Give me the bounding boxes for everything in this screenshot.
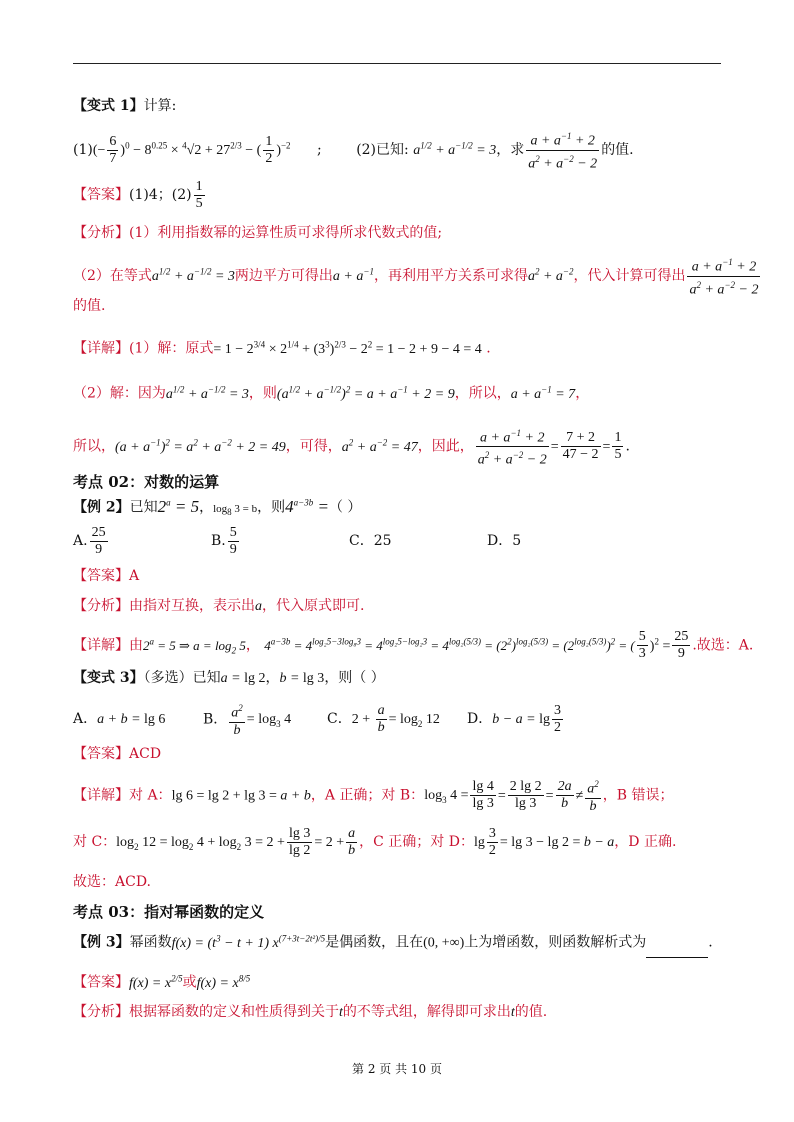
q2-end: 的值. [601, 142, 634, 159]
variant-1-analysis-3 [73, 296, 734, 316]
option-c: C．25 [349, 533, 392, 549]
option-c-label: C． [327, 711, 352, 728]
q2-target: $\frac{a + a^{-1} + 2}{a^2 + a^{-2} - 2}$ [526, 128, 599, 172]
answer-text: (1)4；(2) [129, 187, 192, 203]
analysis-a: 根据幂函数的定义和性质得到关于 [129, 1004, 339, 1020]
variant-1-analysis-1 [73, 223, 734, 243]
variant-3-detail-2: 对 C：$\log_2 12 = \log_2 4 + \log_2 3 = 2$ + $\frac{\lg 3}{\lg 2}$ = 2 + $\frac{a}{b}$ ，C 正确；对 D：lg $\frac{3}{2}$ = lg 3 − lg 2 = b − a，D 正确. [73, 825, 677, 858]
detail-2a: 对 C： [73, 834, 117, 850]
option-d: D．5 [487, 533, 522, 549]
variant-3-answer [73, 744, 734, 764]
example-3-analysis: 【分析】根据幂函数的定义和性质得到关于t的不等式组，解得即可求出t的值. [73, 1004, 548, 1020]
analysis-end: ，代入原式即可. [262, 598, 365, 614]
analysis-3: 的值. [73, 298, 106, 314]
example-tag: 【例 3】 [73, 934, 130, 951]
detail-3b: ，可得， [285, 438, 342, 455]
q1-label: (1) [73, 142, 93, 159]
detail-2b: ，则 [248, 385, 277, 402]
variant-3-options [73, 700, 734, 742]
example-3: 【例 3】幂函数$f(x) = (t^3 - t + 1)$ $x^{(7+3t-2t^2)/5}$是偶函数，且在(0, +∞)上为增函数，则函数解析式为 . [73, 924, 734, 958]
analysis-text: (1）利用指数幂的运算性质可求得所求代数式的值; [129, 225, 443, 241]
option-a: A. $\frac{25}{9}$ [73, 524, 106, 557]
answer-value: ACD [129, 746, 162, 762]
analysis-2d: ，代入计算可得出 [573, 268, 686, 285]
analysis-tag: 【分析】 [73, 598, 129, 614]
detail-2b: ，C 正确；对 D： [359, 834, 474, 850]
example-2-analysis: 【分析】由指对互换，表示出a，代入原式即可. [73, 598, 365, 614]
variant-1-detail-1: 【详解】(1）解：原式= $1 - 2^{3/4} \times 2^{1/4} + (3^3)^{2/3} - 2^2 = 1 - 2 + 9 - 4 = 4$ . [73, 339, 491, 357]
variant-1-answer: 【答案】(1)4；(2) $\frac{1}{5}$ [73, 178, 203, 211]
variant-1-detail-2: （2）解：因为$a^{1/2} + a^{-1/2} = 3$，则$(a^{1/2} + a^{-1/2})^2 = a + a^{-1} + 2 = 9$，所以，$a + a^{-1} = 7$， [73, 384, 590, 402]
detail-a: 由 [129, 637, 143, 654]
detail-1a: (1）解：原式 [129, 340, 214, 357]
option-d-label: D． [467, 711, 493, 728]
example-2-answer [73, 566, 734, 586]
variant-1-title [73, 96, 734, 116]
q2-mid: ，求 [496, 142, 525, 159]
analysis-tag: 【分析】 [73, 1004, 129, 1020]
option-a: A．a + b = lg 6 [73, 711, 166, 728]
example-3-answer: 【答案】$f(x) = x^{2/5}$或$f(x) = x^{8/5}$ [73, 973, 251, 991]
variant-tag: 【变式 1】 [73, 98, 144, 114]
variant-text: 计算: [143, 98, 177, 114]
answer-tag: 【答案】 [73, 746, 129, 762]
variant-then: ，则（ ） [324, 670, 385, 686]
example-then: ，则 [257, 499, 286, 516]
option-a-label: A. [73, 533, 88, 549]
variant-tag: 【变式 3】 [73, 670, 144, 686]
example-c: 上为增函数，则函数解析式为 [464, 934, 647, 951]
analysis-2b: 两边平方可得出 [234, 268, 333, 285]
variant-1-detail-3: 所以，$(a + a^{-1})^2 = a^2 + a^{-2} + 2 = 49$，可得，$a^2 + a^{-2} = 47$，因此， $\frac{a + a^{-1} + 2}{a^2 + a^{-2} - 2}$ = $\frac{7 + 2}{47 - 2}$ = $\frac{1}{5}$ . [73, 424, 734, 469]
answer-value: A [129, 568, 140, 584]
header-rule [73, 63, 721, 64]
option-b: B． $\frac{a^2}{b}$ = $\log_3 4$ [203, 700, 327, 742]
detail-2c: ，D 正确. [614, 834, 677, 850]
detail-tag: 【详解】 [73, 787, 129, 804]
detail-end: .故选：A. [692, 637, 754, 654]
option-b-label: B． [203, 711, 228, 728]
example-a: 幂函数 [129, 934, 172, 951]
q2-label: (2)已知: [356, 142, 409, 159]
detail-1b: ，A 正确；对 B： [310, 787, 425, 804]
option-d: D．b − a = lg $\frac{3}{2}$ [467, 702, 562, 735]
detail-2c: ，所以， [454, 385, 511, 402]
example-text: 已知 [129, 499, 158, 516]
variant-3-title: 【变式 3】（多选）已知a = lg 2，b = lg 3，则（ ） [73, 670, 385, 686]
answer-tag: 【答案】 [73, 568, 129, 584]
analysis-c: 的值. [514, 1004, 548, 1020]
option-c: C．2 + $\frac{a}{b}$ = $\log_2 12$ [327, 702, 440, 735]
answer-or: 或 [182, 974, 197, 991]
option-b-label: B. [211, 533, 226, 549]
page-footer: 第 2 页 共 10 页 [352, 1062, 442, 1076]
option-b: B. $\frac{5}{9}$ [211, 524, 237, 557]
analysis-text: 由指对互换，表示出 [129, 598, 255, 614]
detail-tag: 【详解】 [73, 637, 129, 654]
analysis-2a: （2）在等式 [73, 268, 152, 285]
section-heading-03: 考点 03：指对幂函数的定义 [73, 903, 265, 921]
detail-1c: ，B 错误； [602, 787, 674, 804]
answer-tag: 【答案】 [73, 974, 129, 991]
example-end: . [708, 934, 713, 951]
example-paren: （ ） [328, 499, 362, 516]
answer-tag: 【答案】 [73, 187, 129, 203]
q1-expression: (− $\frac{6}{7}$ )$^0 - 8^{0.25} \times ^4√2 + 27^{2/3}$ − ( $\frac{1}{2}$ )$^{-2}$ [92, 134, 291, 167]
section-heading-02: 考点 02：对数的运算 [73, 473, 220, 491]
detail-1a: 对 A： [129, 787, 172, 804]
detail-3a: 所以， [73, 438, 115, 455]
detail-3c: ，因此， [417, 438, 474, 455]
example-2: 【例 2】已知$2^a = 5$，$\log_8 3 = b$，则$4^{a-3b}$ =（ ） [73, 496, 362, 517]
variant-1-analysis-2: （2）在等式$a^{1/2} + a^{-1/2} = 3$两边平方可得出$a + a^{-1}$，再利用平方关系可求得$a^2 + a^{-2}$，代入计算可得出 $\frac{a + a^{-1} + 2}{a^2 + a^{-2} - 2}$ [73, 254, 734, 298]
detail-tag: 【详解】 [73, 340, 129, 357]
analysis-2c: ，再利用平方关系可求得 [373, 268, 528, 285]
example-tag: 【例 2】 [73, 499, 130, 516]
analysis-tag: 【分析】 [73, 225, 129, 241]
example-b: 是偶函数，且在 [325, 934, 424, 951]
analysis-b: 的不等式组，解得即可求出 [342, 1004, 511, 1020]
answer-blank [646, 943, 708, 958]
variant-3-conclusion: 故选：ACD. [73, 874, 151, 890]
option-a-label: A． [73, 711, 98, 728]
variant-3-detail-1: 【详解】对 A：lg 6 = lg 2 + lg 3 = a + b，A 正确；对 B：$\log_3 4$ = $\frac{\lg 4}{\lg 3}$ = $\frac{2 \lg 2}{\lg 3}$ = $\frac{2a}{b}$ ≠ $\frac{a^2}{b}$ ，B 错误； [73, 776, 734, 818]
detail-2a: （2）解：因为 [73, 385, 166, 402]
example-2-detail: 【详解】由$2^a = 5$ ⇒ $a = \log_2 5$， $4^{a-3b} = 4^{log_25-3log_83} = 4^{log_25-log_23} = 4^{log_2(5/3)} = (2^2)^{log_2(5/3)} = (2^{log_2(5/3)})^2$ = ( $\frac{5}{3}$ )$^2$ = $\frac{25}{9}$ .故选：A. [73, 629, 754, 662]
example-2-options [73, 524, 734, 558]
variant-multi: （多选）已知 [143, 670, 221, 686]
variant-1-questions: (1)(− $\frac{6}{7}$ )$^0 - 8^{0.25} \times ^4√2 + 27^{2/3}$ − ( $\frac{1}{2}$ )$^{-2}$ ; (2)已知: $a^{1/2} + a^{-1/2} = 3$，求 $\frac{a + a^{-1} + 2}{a^2 + a^{-2} - 2}$ 的值. [73, 128, 734, 172]
q2-condition: $a^{1/2} + a^{-1/2} = 3$ [413, 140, 497, 159]
